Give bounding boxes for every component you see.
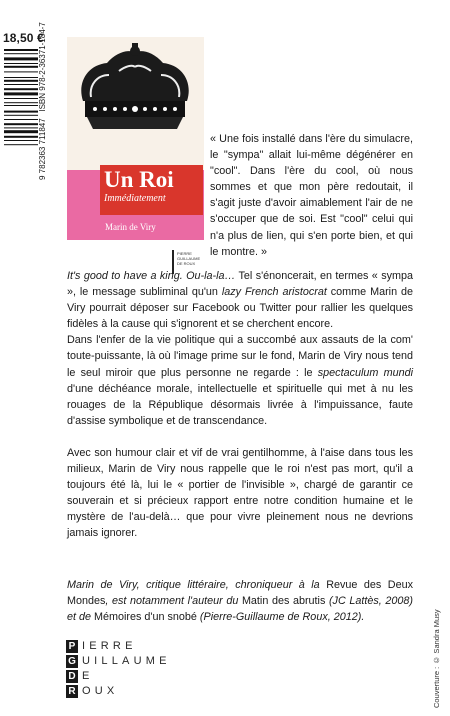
bio-text: (Pierre-Guillaume de Roux, 2012). <box>196 611 365 624</box>
author-bio <box>67 577 413 625</box>
paragraph-2-text-end: d'une déchéance morale, intellectuelle et spirituelle qui met à nu les rouages de la République désormais livrée à l'impuissance, faute d'assise symbolique et de transcendance. <box>67 382 413 427</box>
logo-letter-box: R <box>66 685 78 698</box>
paragraph-1-italic: It's good to have a king. Ou-la-la… <box>67 270 236 282</box>
cover-publisher <box>177 251 200 266</box>
bio-text: Marin de Viry, critique littéraire, chroniqueur à la <box>67 579 327 591</box>
logo-word: UILLAUME <box>82 655 171 667</box>
paragraph-1-text: Tel s'énoncerait, en termes « sympa », le message subliminal qu'un <box>67 270 414 299</box>
paragraph-2 <box>67 332 413 429</box>
price-label: 18,50 € <box>3 31 44 45</box>
cover-publisher-line: GUILLAUME <box>177 256 201 261</box>
paragraph-1-text-end: comme Marin de Viry pourrait déposer sur Facebook ou Twitter pour rallier les quelques fidèles à la cause qui s'ignorent et se cherchent encore. <box>67 286 414 331</box>
logo-letter-box: P <box>66 640 78 653</box>
logo-row <box>66 640 196 653</box>
bio-text: (JC Lattès, 2008) et de <box>67 595 413 624</box>
isbn-number: ISBN 978-2-36371-184-7 <box>38 22 47 112</box>
logo-word: E <box>82 670 94 682</box>
cover-title: Un Roi <box>104 167 174 192</box>
isbn-text <box>38 22 50 180</box>
cover-author: Marin de Viry <box>105 222 156 232</box>
logo-letter-box: G <box>66 655 78 668</box>
logo-word: IERRE <box>82 640 137 652</box>
bio-book-title: Mémoires d'un snobé <box>94 611 197 624</box>
logo-row <box>66 655 196 668</box>
bio-book-title: Matin des abrutis <box>241 595 326 608</box>
bio-text: , est notamment l'auteur du <box>105 595 242 608</box>
logo-row <box>66 670 196 683</box>
cover-credit: Couverture : © Sandra Musy <box>432 609 441 708</box>
barcode-number: 9 782363 711847 <box>38 118 47 180</box>
paragraph-1 <box>67 268 413 332</box>
cover-thumbnail <box>67 37 204 266</box>
crown-icon <box>73 43 198 137</box>
cover-subtitle: Immédiatement <box>104 193 166 204</box>
paragraph-2-italic: spectaculum mundi <box>317 366 413 379</box>
logo-word: OUX <box>82 685 119 697</box>
logo-row <box>66 685 196 698</box>
paragraph-2-text: Dans l'enfer de la vie politique qui a succombé aux assauts de la com' toute-puissante, là où l'image prime sur le fond, Marin de Viry nous tend le seul miroir que plus personne ne regarde : le <box>67 334 413 379</box>
paragraph-3: Avec son humour clair et vif de vrai gentilhomme, à l'aise dans tous les milieux, Marin de Viry nous rappelle que le roi n'est pas mort, qu'il a toujours été là, lui le « portier de l'invisible », chargé de garantir ce souverain et si précieux rapport entre notre condition humaine et le mystère de l'au-delà… que pour vivre pleinement nous ne devrions jamais ignorer. <box>67 446 413 540</box>
pull-quote: « Une fois installé dans l'ère du simulacre, le "sympa" allait lui-même dégénérer en "cool". Dans l'ère du cool, où nous sommes et que mon père redoutait, il s'agit juste d'avoir aimablement l'air de ne s'occuper que de soi. Est "cool" celui qui n'a plus de lien, qui s'en porte bien, et qui le montre. » <box>210 133 413 258</box>
cover-publisher-line: DE ROUX <box>177 261 196 266</box>
cover-publisher-line: PIERRE <box>177 251 192 256</box>
blurb-body <box>67 268 413 542</box>
logo-letter-box: D <box>66 670 78 683</box>
paragraph-1-italic-phrase: lazy French aristocrat <box>221 286 327 299</box>
bio-publication: Revue des Deux Mondes <box>67 579 413 608</box>
